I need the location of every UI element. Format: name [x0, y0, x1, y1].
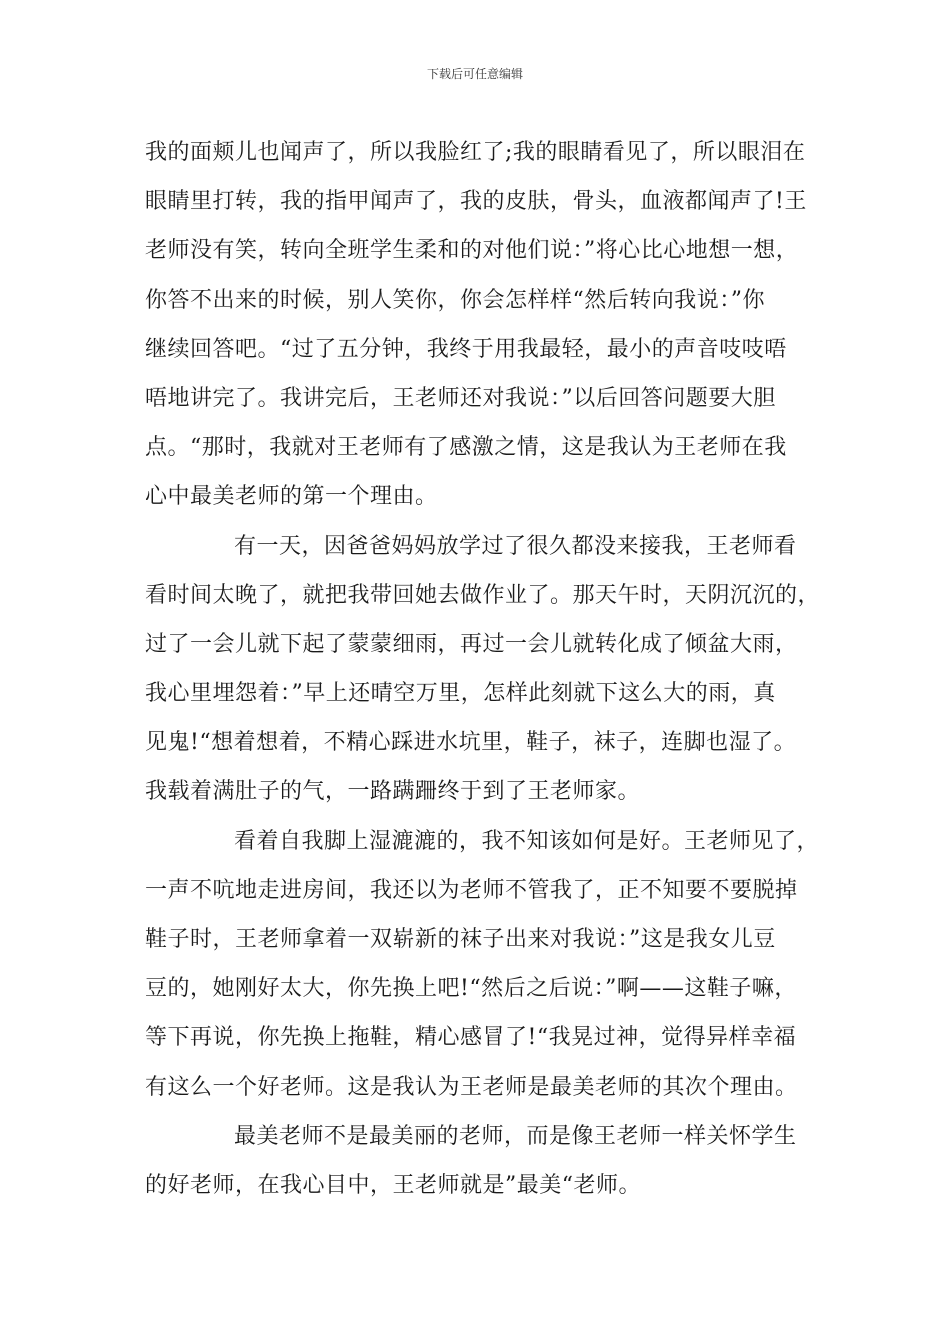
- text-line: 见鬼!“想着想着，不精心踩进水坑里，鞋子，袜子，连脚也湿了。: [145, 730, 797, 756]
- paragraph-3: [145, 817, 820, 1112]
- paragraph-2: [145, 522, 821, 817]
- paragraph-1: [145, 128, 810, 522]
- text-line: 唔地讲完了。我讲完后，王老师还对我说：”以后回答问题要大胆: [145, 385, 776, 411]
- text-line: 我心里埋怨着：”早上还晴空万里，怎样此刻就下这么大的雨，真: [145, 681, 776, 707]
- text-line: 老师没有笑，转向全班学生柔和的对他们说：”将心比心地想一想，: [145, 238, 799, 264]
- text-line: 我的面颊儿也闻声了，所以我脸红了;我的眼睛看见了，所以眼泪在: [145, 140, 806, 165]
- text-line: 我载着满肚子的气，一路蹒跚终于到了王老师家。: [145, 779, 641, 805]
- text-line: 看着自我脚上湿漉漉的，我不知该如何是好。王老师见了，: [234, 828, 820, 854]
- text-line: 有这么一个好老师。这是我认为王老师是最美老师的其次个理由。: [145, 1074, 798, 1100]
- text-line: 等下再说，你先换上拖鞋，精心感冒了!“我晃过神，觉得异样幸福: [145, 1025, 797, 1051]
- page-header-note: 下载后可任意编辑: [426, 67, 523, 81]
- text-line: 继续回答吧。“过了五分钟，我终于用我最轻，最小的声音吱吱唔: [145, 336, 787, 362]
- text-line: 看时间太晚了，就把我带回她去做作业了。那天午时，天阴沉沉的，: [145, 582, 821, 608]
- text-line: 心中最美老师的第一个理由。: [145, 484, 438, 510]
- text-line: 一声不吭地走进房间，我还以为老师不管我了，正不知要不要脱掉: [145, 877, 798, 903]
- text-line: 鞋子时，王老师拿着一双崭新的袜子出来对我说：”这是我女儿豆: [145, 927, 776, 952]
- text-line: 豆的，她刚好太大，你先换上吧!“然后之后说：”啊——这鞋子嘛，: [145, 976, 797, 1002]
- text-line: 你答不出来的时候，别人笑你，你会怎样样“然后转向我说：”你: [145, 287, 765, 313]
- paragraph-4: [145, 1112, 810, 1210]
- text-line: 最美老师不是最美丽的老师，而是像王老师一样关怀学生: [234, 1123, 797, 1149]
- text-line: 点。“那时，我就对王老师有了感激之情，这是我认为王老师在我: [145, 435, 787, 461]
- text-line: 过了一会儿就下起了蒙蒙细雨，再过一会儿就转化成了倾盆大雨，: [145, 631, 798, 657]
- text-line: 的好老师，在我心目中，王老师就是”最美“老师。: [145, 1172, 641, 1198]
- text-line: 有一天，因爸爸妈妈放学过了很久都没来接我，王老师看: [234, 533, 797, 559]
- document-body: [145, 128, 821, 1210]
- text-line: 眼睛里打转，我的指甲闻声了，我的皮肤，骨头，血液都闻声了!王: [145, 189, 807, 215]
